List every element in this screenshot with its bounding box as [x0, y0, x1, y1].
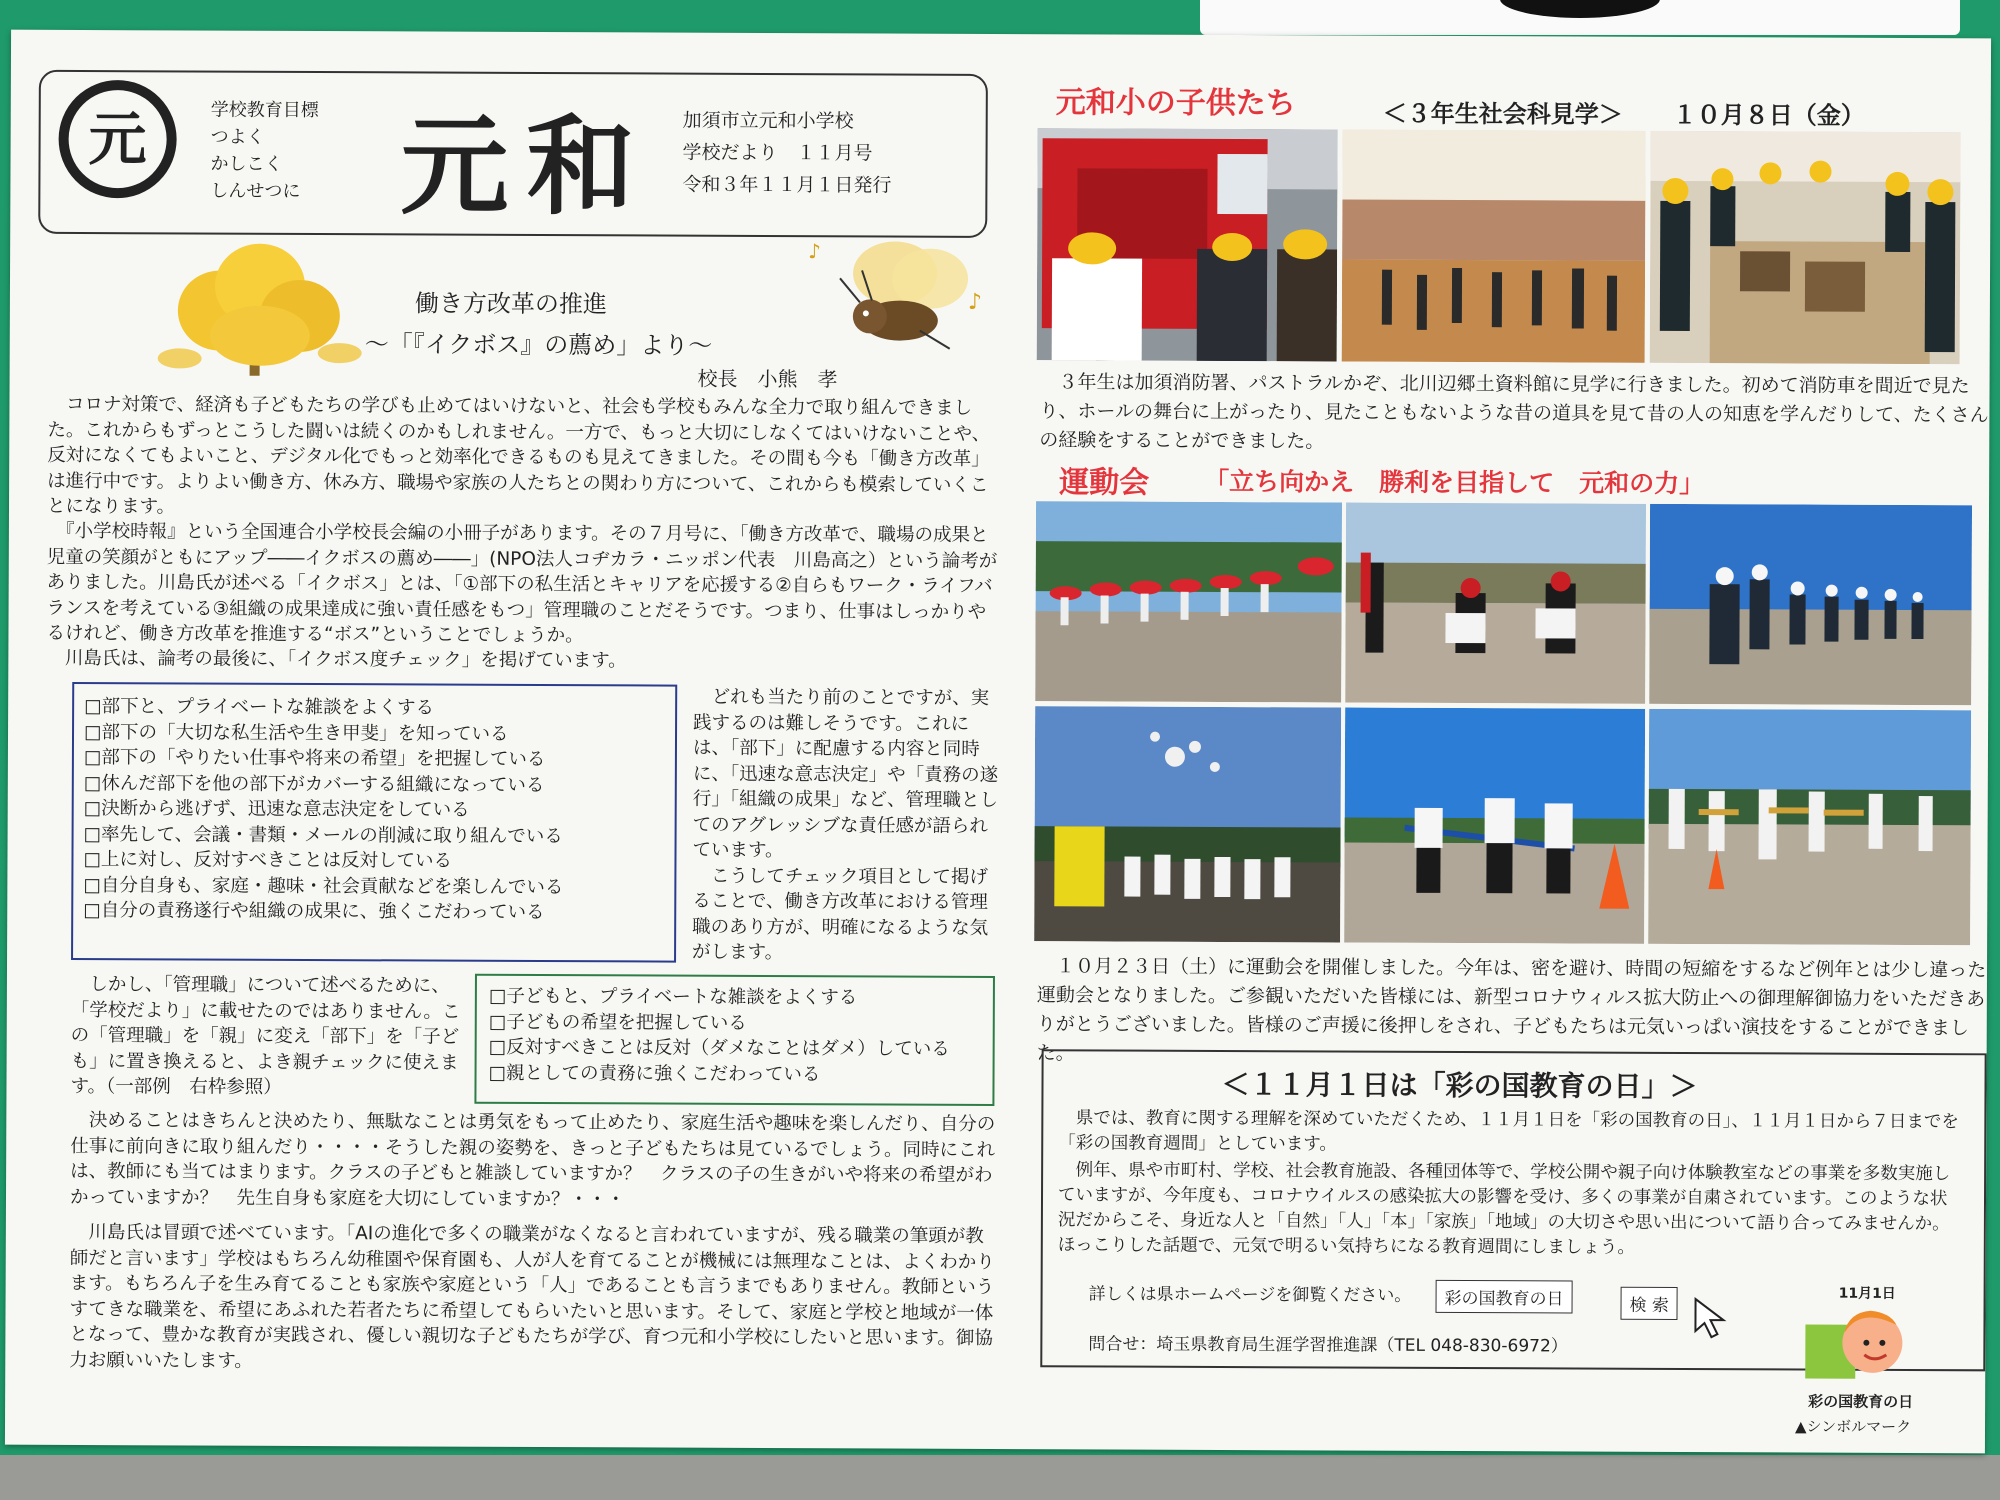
checklist-item: □率先して、会議・書類・メールの削減に取り組んでいる — [83, 823, 563, 847]
checklist-item: □上に対し、反対すべきことは反対している — [83, 849, 453, 872]
search-button: 検 索 — [1620, 1287, 1678, 1320]
svg-text:♪: ♪ — [967, 289, 983, 315]
ginkgo-tree-icon — [150, 240, 366, 381]
photo-hall-stage — [1342, 129, 1646, 362]
checklist-item: □決断から逃げず、迅速な意志決定をしている — [83, 798, 470, 821]
article-paragraph: しかし、「管理職」について述べるために、「学校だより」に載せたのではありません。この「管理職」を「親」に変え「部下」を「子ども」に置き換えると、よき親チェックに使えます。（一部例 右枠参照） — [70, 973, 461, 1098]
sports-day-slogan: 「立ち向かえ 勝利を目指して 元和の力」 — [1204, 466, 1705, 499]
field-trip-title: ＜３年生社会科見学＞ — [1382, 99, 1623, 129]
school-logo-icon — [58, 80, 177, 199]
checklist-item: □子どもの希望を把握している — [488, 1011, 747, 1034]
goal-item: かしこく — [210, 153, 283, 175]
education-day-title: ＜１１月１日は「彩の国教育の日」＞ — [1221, 1067, 1698, 1104]
article-side-paragraph: どれも当たり前のことですが、実践するのは難しそうです。これには、「部下」に配慮する内容と同時に、「迅速な意志決定」や「責務の遂行」「組織の成果」など、管理職としてのアグレッシブな責任感が語られています。 こうしてチェック項目として掲げることで、働き方改革における管理職のあり方が、明確になるような気がします。 — [692, 686, 999, 964]
photo-band-performance — [1648, 709, 1971, 945]
sports-day-label: 運動会 — [1059, 465, 1150, 501]
checklist-item: □子どもと、プライベートな雑談をよくする — [488, 985, 858, 1009]
issue-date: 令和３年１１月１日発行 — [682, 173, 892, 197]
issue-label: 学校だより １１月号 — [682, 141, 873, 165]
newsletter-page — [5, 30, 1991, 1454]
article-paragraph: 決めることはきちんと決めたり、無駄なことは勇気をもって止めたり、家庭生活や趣味を楽しんだり、自分の仕事に前向きに取り組んだり・・・・そうした親の姿勢を、きっと子どもたちは見ているでしょう。同時にこれは、教師にも当てはまります。クラスの子どもと雑談していますか？ クラスの子の生きがいや将来の希望がわかっていますか？ 先生自身も家庭を大切にしていますか？・・・ — [69, 1109, 996, 1210]
goals-label: 学校教育目標 — [210, 99, 319, 122]
school-name: 加須市立元和小学校 — [682, 109, 854, 133]
checklist-item: □部下の「大切な私生活や生き甲斐」を知っている — [83, 721, 509, 745]
goal-item: つよく — [210, 126, 265, 148]
article-paragraph: 『小学校時報』という全国連合小学校長会編の小冊子があります。その７月号に、「働き方改革で、職場の成果と児童の笑顔がともにアップ――イクボスの薦め――」(NPO法人コヂカラ・ニッポン代表 川島高之）という論考がありました。川島氏が述べる「イクボス」とは、「①部下の私生活とキャリアを応援する②自らもワーク・ライフバランスを考えている③組織の成果達成に強い責任感をもつ」管理職のことだそうです。つまり、仕事はしっかりやるけれど、働き方改革を推進する“ボス”ということでしょうか。 — [46, 520, 998, 647]
ikuboss-checklist-box — [71, 682, 677, 963]
masthead-meta — [682, 105, 891, 202]
article-paragraph: 川島氏は冒頭で述べています。「AIの進化で多くの職業がなくなると言われていますが、残る職業の筆頭が教師だと言います」学校はもちろん幼稚園や保育園も、人が人を育てることが機械には無理なことは、よくわかります。もちろん子を生み育てることも家族や家庭という「人」であることも言うまでもありません。教師というすてきな職業を、希望にあふれた若者たちに希望してもらいたいと思います。そして、家庭と学校と地域が一体となって、豊かな教育が実践され、優しい親切な子どもたちが学び、育つ元和小学校にしたいと思います。御協力お願いいたします。 — [69, 1221, 995, 1372]
article-paragraph: 川島氏は、論考の最後に、「イクボス度チェック」を掲げています。 — [46, 647, 627, 672]
search-term-field: 彩の国教育の日 — [1436, 1280, 1573, 1314]
cursor-arrow-icon — [1693, 1297, 1729, 1339]
photo-relay-runners — [1345, 503, 1646, 704]
school-logo-char: 元 — [88, 105, 147, 174]
photo-pole-relay — [1344, 708, 1645, 944]
kids-section-title: 元和小の子供たち — [1055, 85, 1296, 122]
field-trip-report: ３年生は加須消防署、パストラルかぞ、北川辺郷土資料館に見学に行きました。初めて消防車を間近で見たり、ホールの舞台に上がったり、見たこともないような昔の道具を見て昔の人の知恵を学んだりして、たくさんの経験をすることができました。 — [1039, 371, 1989, 453]
contact-info: 問合せ：埼玉県教育局生涯学習推進課（TEL 048-830-6972） — [1088, 1334, 1568, 1357]
school-goals — [210, 97, 318, 205]
photo-fire-truck — [1037, 128, 1338, 361]
photo-tug-of-war — [1649, 504, 1972, 705]
field-trip-date: １０月８日（金） — [1672, 100, 1865, 130]
parent-checklist-box — [474, 974, 995, 1106]
education-day-paragraph: 例年、県や市町村、学校、社会教育施設、各種団体等で、学校公開や親子向け体験教室などの事業を多数実施していますが、今年度も、コロナウイルスの感染拡大の影響を受け、多くの事業が自粛されています。このような状況だからこそ、身近な人と「自然」「人」「本」「家族」「地域」の大切さや思い出について語り合ってみませんか。ほっこりした話題で、元気で明るい気持ちになる教育週間にしましょう。 — [1057, 1160, 1951, 1258]
article-heading: 働き方改革の推進 — [414, 289, 607, 319]
checklist-item: □休んだ部下を他の部下がカバーする組織になっている — [83, 772, 545, 796]
board-frame-bottom — [0, 1455, 2000, 1500]
sports-day-report: １０月２３日（土）に運動会を開催しました。今年は、密を避け、時間の短縮をするなど例年とは少し違った運動会となりました。ご参観いただいた皆様には、新型コロナウィルス拡大防止への御理解御協力をいただきありがとうございました。皆様のご声援に後押しをされ、子どもたちは元気いっぱい演技をすることができました。 — [1036, 955, 1987, 1065]
education-day-paragraph: 県では、教育に関する理解を深めていただくため、１１月１日を「彩の国教育の日」、１１月１日から７日までを「彩の国教育週間」としています。 — [1058, 1108, 1959, 1155]
checklist-item: □自分自身も、家庭・趣味・社会貢献などを楽しんでいる — [83, 874, 564, 898]
goal-item: しんせつに — [210, 180, 301, 202]
symbol-mark-date: 11月1日 — [1838, 1285, 1896, 1302]
symbol-mark-icon — [1800, 1303, 1910, 1385]
checklist-item: □部下の「やりたい仕事や将来の希望」を把握している — [83, 747, 546, 771]
more-info-text: 詳しくは県ホームページを御覧ください。 — [1088, 1284, 1412, 1306]
checklist-item: □親としての責務に強くこだわっている — [488, 1062, 821, 1085]
article-subheading: ～「『イクボス』の薦め」より～ — [364, 330, 713, 360]
svg-text:♪: ♪ — [808, 239, 821, 264]
checklist-item: □自分の責務遂行や組織の成果に、強くこだわっている — [83, 900, 545, 924]
symbol-mark-name: 彩の国教育の日 — [1808, 1392, 1914, 1411]
checklist-item: □反対すべきことは反対（ダメなことはダメ）している — [488, 1036, 950, 1060]
article-author: 校長 小熊 孝 — [697, 366, 838, 392]
cricket-icon — [800, 238, 1000, 354]
photo-museum-tools — [1650, 131, 1961, 364]
photo-umbrella-dance — [1035, 501, 1342, 702]
article-paragraph: コロナ対策で、経済も子どもたちの学びも止めてはいけないと、社会も学校もみんな全力で取り組んできました。これからもずっとこうした闘いは続くのかもしれません。一方で、もっと大切にしなくてはいけないことや、反対になくてもよいこと、デジタル化でもっと効率化できるものも見えてきました。その間も今も「働き方改革」は進行中です。よりよい働き方、休み方、職場や家族の人たちとの関わり方について、これからも模索していくことになります。 — [46, 393, 991, 518]
checklist-item: □部下と、プライベートな雑談をよくする — [84, 696, 435, 719]
photo-balloon-release — [1034, 706, 1341, 942]
newsletter-title: 元和 — [400, 103, 653, 231]
symbol-mark-caption: ▲シンボルマーク — [1794, 1417, 1912, 1436]
